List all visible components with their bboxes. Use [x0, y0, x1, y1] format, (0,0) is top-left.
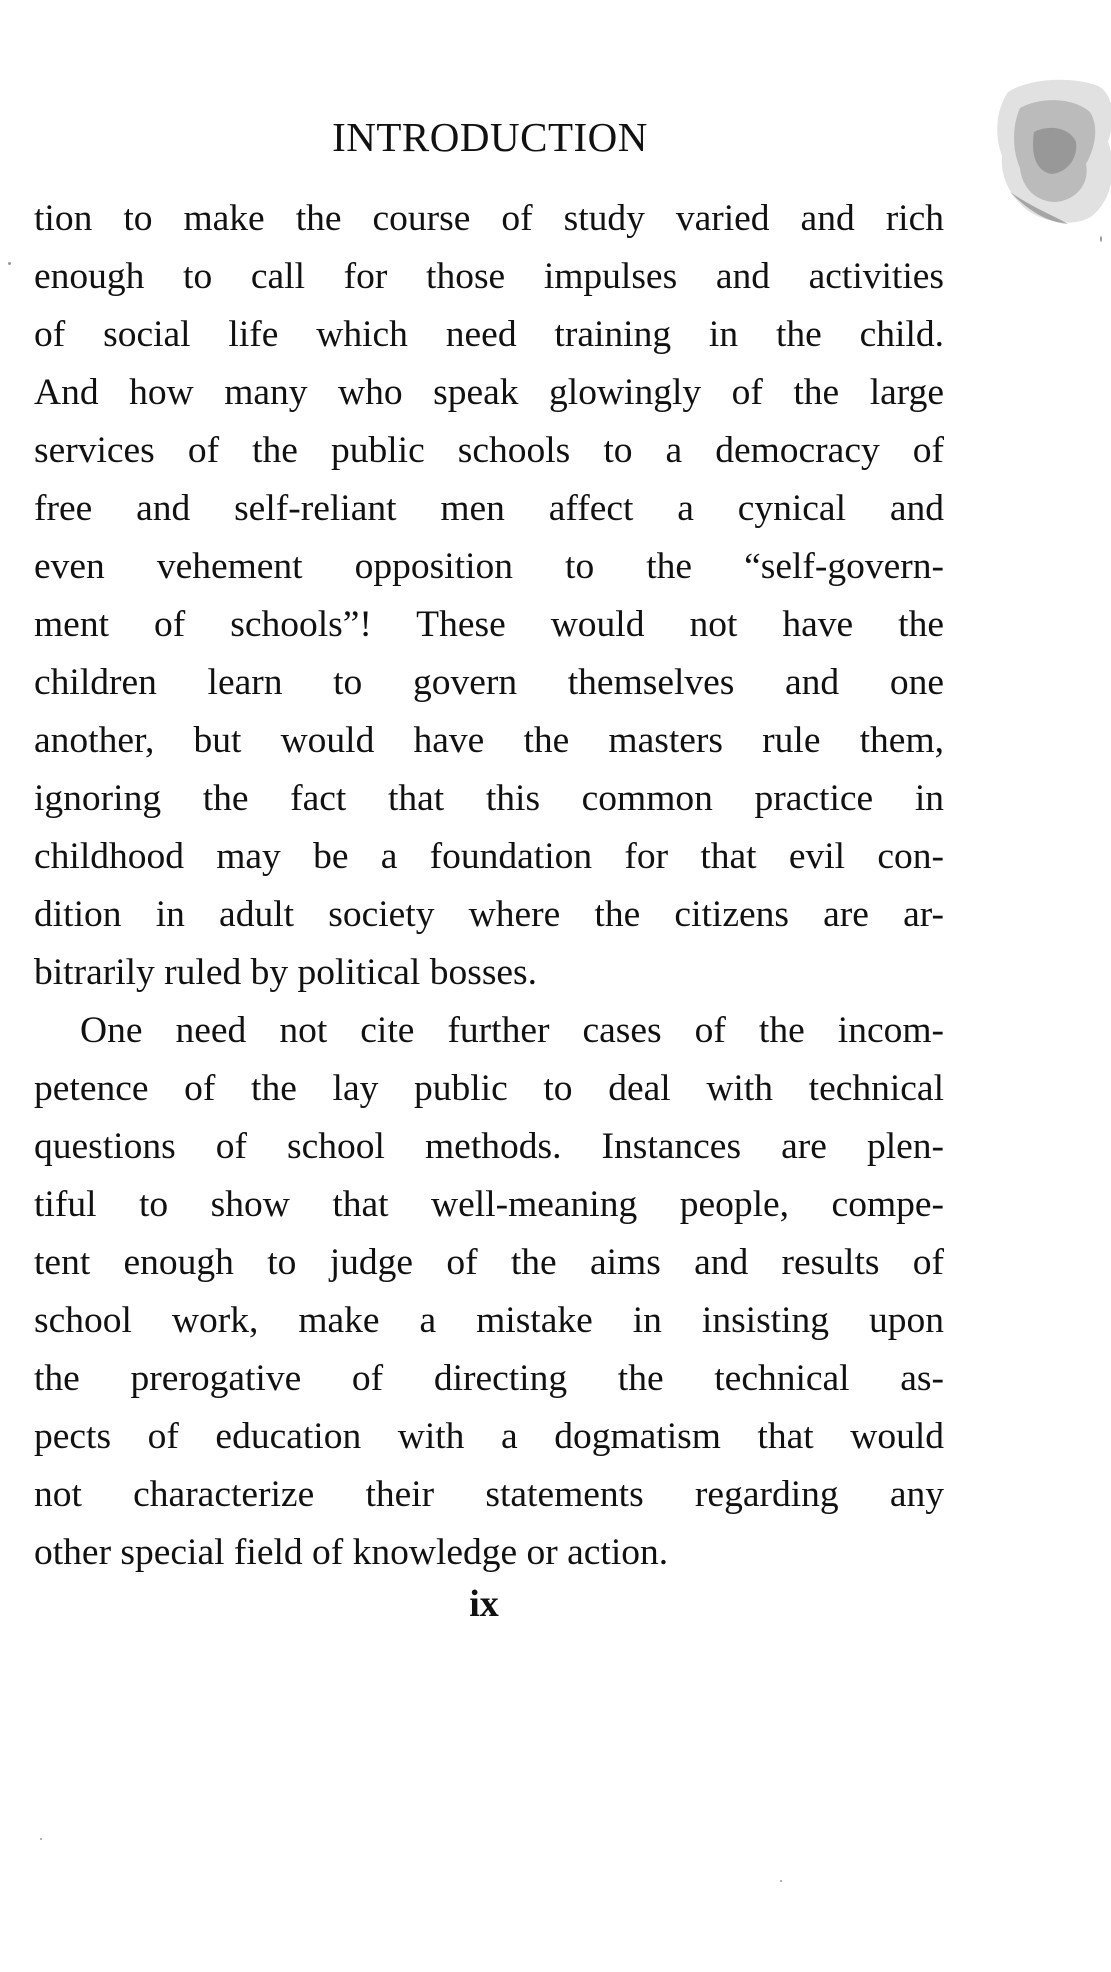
page-number: ix	[469, 1583, 499, 1625]
body-text	[34, 190, 944, 1582]
text-line: other special field of knowledge or action.	[34, 1532, 669, 1573]
page-stain	[990, 72, 1111, 232]
text-line: the prerogative of directing the technical as-	[34, 1358, 944, 1399]
text-line: ignoring the fact that this common practice in	[34, 778, 944, 819]
text-line: childhood may be a foundation for that evil con-	[34, 836, 944, 877]
text-line: tiful to show that well-meaning people, compe-	[34, 1184, 944, 1225]
text-line: And how many who speak glowingly of the large	[34, 372, 944, 413]
text-line: enough to call for those impulses and activities	[34, 256, 944, 297]
text-line: questions of school methods. Instances are plen-	[34, 1126, 944, 1167]
text-line: bitrarily ruled by political bosses.	[34, 952, 538, 993]
paragraph	[34, 190, 944, 1002]
paper-speck	[8, 262, 11, 265]
text-line: children learn to govern themselves and one	[34, 662, 944, 703]
paper-speck	[780, 1880, 782, 1882]
paragraph	[34, 1002, 944, 1582]
text-line: pects of education with a dogmatism that would	[34, 1416, 944, 1457]
text-line: another, but would have the masters rule them,	[34, 720, 944, 761]
text-line: school work, make a mistake in insisting upon	[34, 1300, 944, 1341]
text-line: not characterize their statements regarding any	[34, 1474, 944, 1515]
text-line: tion to make the course of study varied and rich	[34, 198, 944, 239]
text-line: tent enough to judge of the aims and results of	[34, 1242, 944, 1283]
running-title: INTRODUCTION	[332, 114, 648, 160]
text-line: One need not cite further cases of the incom-	[80, 1010, 944, 1051]
text-line: dition in adult society where the citizens are ar-	[34, 894, 944, 935]
paper-speck	[1100, 236, 1102, 242]
text-line: free and self-reliant men affect a cynical and	[34, 488, 944, 529]
text-line: services of the public schools to a democracy of	[34, 430, 944, 471]
text-line: petence of the lay public to deal with technical	[34, 1068, 944, 1109]
text-line: even vehement opposition to the “self-govern-	[34, 546, 944, 587]
text-line: ment of schools”! These would not have the	[34, 604, 944, 645]
text-line: of social life which need training in the child.	[34, 314, 944, 355]
paper-speck	[40, 1838, 42, 1840]
